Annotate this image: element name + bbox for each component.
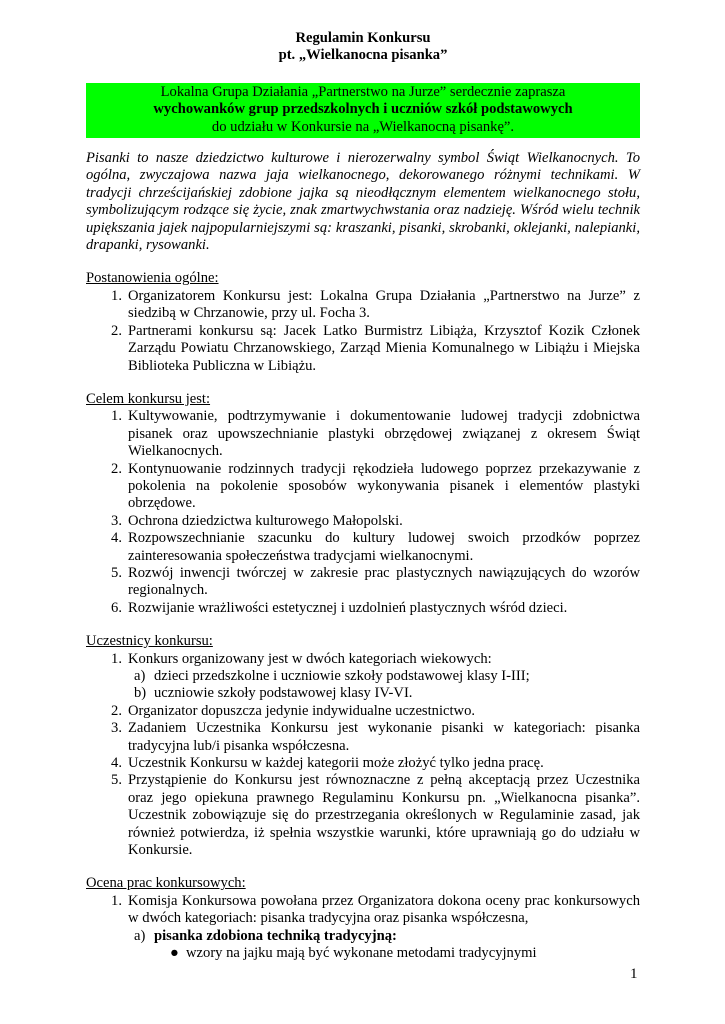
list-item xyxy=(86,323,640,375)
list-number: 4. xyxy=(111,530,122,547)
evaluation-list xyxy=(86,893,640,928)
sub-item-letter: b) xyxy=(134,685,147,702)
general-list xyxy=(86,288,640,375)
list-text: Partnerami konkursu są: Jacek Latko Burmistrz Libiąża, Krzysztof Kozik Członek Zarządu Powiatu Chrzanowskiego, Zarząd Mienia Komunalnego w Libiążu i Miejska Biblioteka Publiczna w Libiążu. xyxy=(128,322,640,374)
list-item xyxy=(86,408,640,460)
list-number: 2. xyxy=(111,460,122,477)
list-item xyxy=(86,651,640,668)
bullet-text: wzory na jajku mają być wykonane metodami tradycyjnymi xyxy=(186,945,537,962)
list-item xyxy=(86,720,640,755)
list-text: Konkurs organizowany jest w dwóch kategoriach wiekowych: xyxy=(128,650,492,667)
list-text: Kultywowanie, podtrzymywanie i dokumentowanie ludowej tradycji zdobnictwa pisanek oraz upowszechnianie plastyki obrzędowej związanej z okresem Świąt Wielkanocnych. xyxy=(128,408,640,460)
list-number: 1. xyxy=(111,408,122,425)
list-text: Kontynuowanie rodzinnych tradycji rękodzieła ludowego poprzez przekazywanie z pokolenia na pokolenie sposobów wykonywania pisanek i elementów plastyki obrzędowe. xyxy=(128,460,640,512)
list-number: 5. xyxy=(111,564,122,581)
sub-item xyxy=(86,928,640,945)
list-number: 1. xyxy=(111,650,122,667)
list-item xyxy=(86,703,640,720)
bullet-item xyxy=(86,945,640,962)
invitation-banner xyxy=(86,83,640,138)
list-item xyxy=(86,461,640,513)
section-heading-general: Postanowienia ogólne: xyxy=(86,270,219,287)
banner-line-1: Lokalna Grupa Działania „Partnerstwo na Jurze” serdecznie zaprasza xyxy=(160,83,566,100)
title-line-2: pt. „Wielkanocna pisanka” xyxy=(278,47,448,64)
section-heading-evaluation: Ocena prac konkursowych: xyxy=(86,875,246,892)
list-number: 3. xyxy=(111,512,122,529)
list-number: 5. xyxy=(111,772,122,789)
list-text: Zadaniem Uczestnika Konkursu jest wykonanie pisanki w kategoriach: pisanka tradycyjna lub/i pisanka współczesna. xyxy=(128,720,640,754)
sub-item xyxy=(86,685,640,702)
goals-list xyxy=(86,408,640,617)
section-heading-goals: Celem konkursu jest: xyxy=(86,390,211,407)
banner-line-2: wychowanków grup przedszkolnych i uczniów szkół podstawowych xyxy=(153,101,573,118)
participants-list-continued xyxy=(86,703,640,860)
list-text: Rozwój inwencji twórczej w zakresie prac plastycznych nawiązujących do wzorów regionalnych. xyxy=(128,564,640,599)
banner-line-3: do udziału w Konkursie na „Wielkanocną pisankę”. xyxy=(211,118,515,135)
sub-item-text: uczniowie szkoły podstawowej klasy IV-VI. xyxy=(154,685,413,702)
bullet-icon: ● xyxy=(170,945,179,962)
list-text: Komisja Konkursowa powołana przez Organizatora dokona oceny prac konkursowych w dwóch kategoriach: pisanka tradycyjna oraz pisanka współczesna, xyxy=(128,892,640,927)
list-text: Rozwijanie wrażliwości estetycznej i uzdolnień plastycznych wśród dzieci. xyxy=(128,599,568,616)
title-line-1: Regulamin Konkursu xyxy=(295,30,431,46)
list-item xyxy=(86,565,640,600)
intro-paragraph: Pisanki to nasze dziedzictwo kulturowe i nierozerwalny symbol Świąt Wielkanocnych. To ogólna, zwyczajowa nazwa jaja wielkanocnego, dekorowanego różnymi technikami. W tradycji chrześcijańskiej zdobione jajka są nieodłącznym elementem wielkanocnego stołu, symbolizującym rodzące się życie, znak zmartwychwstania oraz nadzieję. Wśród wielu technik upiększania jajek najpopularniejszymi są: kraszanki, pisanki, skrobanki, oklejanki, nalepianki, drapanki, rysowanki. xyxy=(86,150,640,254)
list-item xyxy=(86,530,640,565)
list-number: 1. xyxy=(111,287,122,304)
sub-item-letter: a) xyxy=(134,927,146,944)
list-item xyxy=(86,513,640,530)
list-item xyxy=(86,772,640,859)
list-number: 2. xyxy=(111,322,122,339)
list-text: Organizator dopuszcza jedynie indywidualne uczestnictwo. xyxy=(128,702,476,719)
list-text: Rozpowszechnianie szacunku do kultury ludowej swoich przodków poprzez zainteresowania społeczeństwa tradycjami wielkanocnymi. xyxy=(128,530,640,564)
list-item xyxy=(86,893,640,928)
document-title xyxy=(86,30,640,65)
list-text: Przystąpienie do Konkursu jest równoznaczne z pełną akceptacją przez Uczestnika oraz jego opiekuna prawnego Regulaminu Konkursu pn. „Wielkanocna pisanka”. Uczestnik zobowiązuje się do przestrzegania określonych w Regulaminie zasad, jak również potwierdza, iż spełnia wszystkie warunki, które uprawniają go do udziału w Konkursie. xyxy=(128,772,640,859)
list-number: 2. xyxy=(111,702,122,719)
document-content xyxy=(86,30,640,963)
sub-item xyxy=(86,668,640,685)
list-number: 4. xyxy=(111,755,122,772)
list-number: 6. xyxy=(111,599,122,616)
list-item xyxy=(86,288,640,323)
list-item xyxy=(86,600,640,617)
list-text: Organizatorem Konkursu jest: Lokalna Grupa Działania „Partnerstwo na Jurze” z siedzibą w Chrzanowie, przy ul. Focha 3. xyxy=(128,287,640,322)
sub-item-text: pisanka zdobiona techniką tradycyjną: xyxy=(154,927,397,944)
list-number: 3. xyxy=(111,720,122,737)
list-text: Uczestnik Konkursu w każdej kategorii może złożyć tylko jedna pracę. xyxy=(128,755,544,772)
list-item xyxy=(86,755,640,772)
sub-item-text: dzieci przedszkolne i uczniowie szkoły podstawowej klasy I-III; xyxy=(154,668,530,684)
list-number: 1. xyxy=(111,892,122,909)
sub-item-letter: a) xyxy=(134,668,146,684)
section-heading-participants: Uczestnicy konkursu: xyxy=(86,633,213,650)
list-text: Ochrona dziedzictwa kulturowego Małopolski. xyxy=(128,512,403,529)
participants-list xyxy=(86,651,640,668)
page-number: 1 xyxy=(630,966,638,982)
